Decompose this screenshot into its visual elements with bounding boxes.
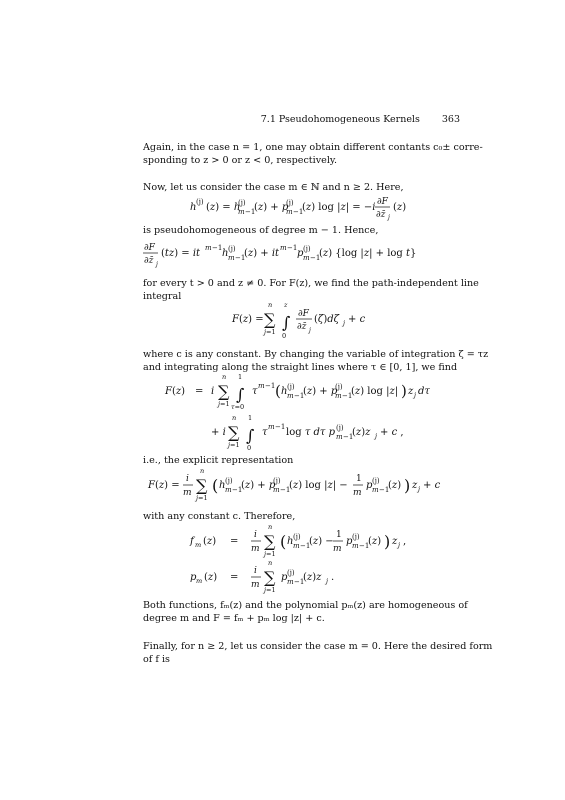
page-number: 363 bbox=[441, 114, 460, 125]
equation-5 bbox=[148, 466, 441, 506]
svg-text:(z)z: (z)z bbox=[303, 572, 322, 583]
svg-text:−1: −1 bbox=[275, 423, 286, 431]
svg-text:(z) {log |z| + log t}: (z) {log |z| + log t} bbox=[319, 248, 417, 259]
svg-text:p: p bbox=[366, 480, 373, 491]
paragraph-9-line-2: of f is bbox=[143, 654, 170, 666]
svg-text:(z)z: (z)z bbox=[352, 427, 371, 438]
svg-text:=: = bbox=[230, 572, 239, 583]
svg-text:m: m bbox=[287, 578, 294, 586]
svg-text:−1: −1 bbox=[379, 486, 390, 494]
svg-text:m: m bbox=[353, 488, 362, 498]
svg-text:m: m bbox=[333, 544, 342, 554]
svg-text:−1: −1 bbox=[293, 208, 304, 216]
svg-text:m: m bbox=[225, 486, 232, 494]
svg-text:i: i bbox=[211, 386, 215, 397]
svg-text:−1: −1 bbox=[294, 578, 305, 586]
svg-text:0: 0 bbox=[282, 332, 287, 340]
svg-text:m: m bbox=[287, 392, 294, 400]
paragraph-5 bbox=[143, 348, 489, 375]
svg-text:j: j bbox=[156, 261, 158, 268]
svg-text:m: m bbox=[372, 486, 379, 494]
svg-text:(z) + it: (z) + it bbox=[244, 248, 280, 259]
section-title: 7.1 Pseudohomogeneous Kernels bbox=[260, 114, 420, 125]
svg-text:(j): (j) bbox=[293, 533, 301, 541]
svg-text:(z) = h: (z) = h bbox=[206, 202, 241, 213]
svg-text:z: z bbox=[408, 386, 414, 397]
svg-text:m: m bbox=[293, 542, 300, 550]
paragraph-6: i.e., the explicit representation bbox=[143, 455, 294, 466]
svg-text:m: m bbox=[268, 423, 275, 431]
svg-text:j=1: j=1 bbox=[196, 494, 208, 502]
svg-text:(: ( bbox=[275, 382, 281, 400]
paragraph-5-line-2: and integrating along the straight lines where τ ∈ [0, 1], we find bbox=[143, 362, 458, 374]
paragraph-4-line-1: for every t > 0 and z ≠ 0. For F(z), we find the path-independent line bbox=[143, 278, 479, 289]
svg-text:n: n bbox=[268, 523, 273, 531]
svg-text:1: 1 bbox=[356, 474, 362, 484]
svg-text:1: 1 bbox=[336, 530, 342, 540]
paragraph-5-line-1: where c is any constant. By changing the variable of integration ζ = τz bbox=[143, 349, 489, 360]
svg-text:j: j bbox=[418, 485, 421, 493]
svg-text:h: h bbox=[222, 248, 229, 259]
equation-7 bbox=[190, 560, 370, 598]
svg-text:n: n bbox=[268, 559, 273, 567]
svg-text:τ=0: τ=0 bbox=[231, 403, 245, 411]
svg-text:m: m bbox=[251, 580, 260, 590]
svg-text:τ: τ bbox=[262, 427, 268, 438]
svg-text:j: j bbox=[375, 432, 378, 440]
svg-text:(: ( bbox=[280, 532, 287, 551]
svg-text:h: h bbox=[287, 536, 294, 547]
svg-text:τ: τ bbox=[252, 386, 258, 397]
equation-4 bbox=[165, 372, 445, 450]
svg-text:(z) log |z| = −i: (z) log |z| = −i bbox=[302, 202, 376, 213]
svg-text:−1: −1 bbox=[235, 254, 246, 262]
paragraph-7: with any constant c. Therefore, bbox=[143, 511, 296, 522]
svg-text:(z) log |z|: (z) log |z| bbox=[351, 386, 399, 397]
svg-text:∑: ∑ bbox=[196, 476, 208, 495]
svg-text:z: z bbox=[392, 536, 398, 547]
paragraph-8-line-2: degree m and F = fₘ + pₘ log |z| + c. bbox=[143, 613, 325, 625]
svg-text:j: j bbox=[398, 541, 401, 549]
svg-text:−1: −1 bbox=[245, 208, 256, 216]
svg-text:−1: −1 bbox=[310, 254, 321, 262]
svg-text:.: . bbox=[331, 572, 335, 583]
svg-text:−1: −1 bbox=[212, 244, 223, 252]
svg-text:(j): (j) bbox=[225, 477, 233, 485]
svg-text:−1: −1 bbox=[300, 542, 311, 550]
svg-text:m: m bbox=[273, 486, 280, 494]
svg-text:n: n bbox=[232, 414, 237, 422]
svg-text:m: m bbox=[280, 244, 287, 252]
svg-text:(j): (j) bbox=[352, 533, 360, 541]
paragraph-8 bbox=[143, 599, 468, 626]
svg-text:(z): (z) bbox=[388, 480, 402, 491]
svg-text:∂F: ∂F bbox=[144, 243, 155, 253]
svg-text:−1: −1 bbox=[343, 433, 354, 441]
svg-text:F(z) =: F(z) = bbox=[148, 480, 180, 491]
svg-text:−1: −1 bbox=[265, 382, 276, 390]
svg-text:∂z̄: ∂z̄ bbox=[297, 322, 307, 332]
svg-text:(j): (j) bbox=[273, 477, 281, 485]
svg-text:(j): (j) bbox=[287, 569, 295, 577]
svg-text:m: m bbox=[352, 542, 359, 550]
svg-text:(: ( bbox=[212, 476, 219, 495]
svg-text:(j): (j) bbox=[196, 198, 204, 206]
svg-text:(tz) = it: (tz) = it bbox=[161, 248, 201, 259]
svg-text:i: i bbox=[254, 530, 257, 540]
paragraph-1-line-1: Again, in the case n = 1, one may obtain different contants c₀± corre- bbox=[143, 142, 483, 153]
svg-text:1: 1 bbox=[238, 373, 243, 381]
svg-text:F(z): F(z) bbox=[165, 386, 186, 397]
paragraph-1 bbox=[143, 141, 483, 168]
svg-text:n: n bbox=[200, 467, 205, 475]
svg-text:m: m bbox=[303, 254, 310, 262]
svg-text:h: h bbox=[281, 386, 288, 397]
paragraph-8-line-1: Both functions, fₘ(z) and the polynomial pₘ(z) are homogeneous of bbox=[143, 600, 468, 611]
svg-text:j: j bbox=[309, 327, 311, 334]
svg-text:=: = bbox=[230, 536, 239, 547]
paragraph-1-line-2: sponding to z > 0 or z < 0, respectively. bbox=[143, 155, 338, 167]
svg-text:∂F: ∂F bbox=[377, 197, 388, 207]
svg-text:m: m bbox=[238, 208, 245, 216]
svg-text:m: m bbox=[205, 244, 212, 252]
svg-text:j=1: j=1 bbox=[218, 400, 230, 408]
svg-text:∑: ∑ bbox=[264, 310, 276, 329]
svg-text:F(z) =: F(z) = bbox=[232, 314, 264, 325]
svg-text:m: m bbox=[335, 392, 342, 400]
svg-text:m: m bbox=[286, 208, 293, 216]
svg-text:∫: ∫ bbox=[236, 385, 245, 404]
svg-text:(z) log |z| −: (z) log |z| − bbox=[289, 480, 348, 491]
svg-text:n: n bbox=[222, 373, 227, 381]
svg-text:(j): (j) bbox=[228, 245, 236, 253]
svg-text:=: = bbox=[195, 386, 204, 397]
svg-text:(j): (j) bbox=[238, 199, 246, 207]
svg-text:m: m bbox=[251, 544, 260, 554]
svg-text:(j): (j) bbox=[372, 477, 380, 485]
svg-text:m: m bbox=[196, 577, 203, 585]
svg-text:m: m bbox=[183, 488, 192, 498]
svg-text:(j): (j) bbox=[335, 383, 343, 391]
svg-text:−1: −1 bbox=[232, 486, 243, 494]
paragraph-2: Now, let us consider the case m ∈ ℕ and n ≥ 2. Here, bbox=[143, 182, 404, 193]
svg-text:): ) bbox=[384, 532, 391, 551]
svg-text:m: m bbox=[258, 382, 265, 390]
paragraph-3: is pseudohomogeneous of degree m − 1. Hence, bbox=[143, 225, 379, 236]
svg-text:(z): (z) bbox=[203, 536, 217, 547]
svg-text:i: i bbox=[254, 566, 257, 576]
paragraph-9 bbox=[143, 640, 493, 667]
svg-text:): ) bbox=[401, 382, 407, 400]
svg-text:dτ: dτ bbox=[418, 386, 430, 397]
svg-text:−1: −1 bbox=[280, 486, 291, 494]
svg-text:(z) −: (z) − bbox=[309, 536, 334, 547]
svg-text:j=1: j=1 bbox=[264, 328, 276, 336]
svg-text:(z) + p: (z) + p bbox=[254, 202, 289, 213]
svg-text:j=1: j=1 bbox=[228, 441, 240, 449]
svg-text:(ζ)dζ: (ζ)dζ bbox=[314, 314, 340, 325]
svg-text:(z) + p: (z) + p bbox=[241, 480, 276, 491]
svg-text:∫: ∫ bbox=[246, 426, 255, 445]
svg-text:+ c: + c bbox=[348, 314, 366, 325]
svg-text:+ i: + i bbox=[211, 427, 226, 438]
running-header bbox=[0, 114, 460, 125]
svg-text:(z): (z) bbox=[204, 572, 218, 583]
svg-text:j: j bbox=[326, 577, 329, 585]
svg-text:): ) bbox=[404, 476, 411, 495]
svg-text:p: p bbox=[346, 536, 353, 547]
svg-text:m: m bbox=[228, 254, 235, 262]
svg-text:(j): (j) bbox=[303, 245, 311, 253]
svg-text:f: f bbox=[190, 536, 194, 547]
svg-text:m: m bbox=[336, 433, 343, 441]
svg-text:p: p bbox=[297, 248, 304, 259]
svg-text:(z): (z) bbox=[368, 536, 382, 547]
svg-text:∂F: ∂F bbox=[298, 309, 309, 319]
svg-text:p: p bbox=[190, 572, 197, 583]
equation-6 bbox=[190, 522, 420, 562]
svg-text:−1: −1 bbox=[287, 244, 298, 252]
svg-text:,: , bbox=[403, 536, 407, 547]
svg-text:−1: −1 bbox=[294, 392, 305, 400]
svg-text:z: z bbox=[284, 301, 288, 309]
paragraph-4-line-2: integral bbox=[143, 291, 182, 303]
svg-text:n: n bbox=[268, 301, 273, 309]
svg-text:h: h bbox=[190, 202, 197, 213]
svg-text:∑: ∑ bbox=[264, 532, 276, 551]
svg-text:∂z̄: ∂z̄ bbox=[376, 210, 386, 220]
svg-text:j: j bbox=[388, 214, 390, 221]
svg-text:(j): (j) bbox=[286, 199, 294, 207]
svg-text:log τ dτ p: log τ dτ p bbox=[286, 427, 336, 438]
equation-3 bbox=[232, 300, 372, 340]
svg-text:(j): (j) bbox=[287, 383, 295, 391]
svg-text:h: h bbox=[219, 480, 226, 491]
svg-text:∂z̄: ∂z̄ bbox=[144, 256, 154, 266]
equation-1 bbox=[190, 193, 410, 219]
paragraph-9-line-1: Finally, for n ≥ 2, let us consider the case m = 0. Here the desired form bbox=[143, 641, 493, 652]
svg-text:1: 1 bbox=[248, 414, 253, 422]
svg-text:j=1: j=1 bbox=[264, 586, 276, 594]
svg-text:(z): (z) bbox=[393, 202, 407, 213]
svg-text:∑: ∑ bbox=[218, 382, 230, 401]
svg-text:i: i bbox=[186, 474, 189, 484]
svg-text:0: 0 bbox=[247, 444, 252, 452]
svg-text:+ c ,: + c , bbox=[380, 427, 404, 438]
svg-text:m: m bbox=[195, 541, 202, 549]
svg-text:(j): (j) bbox=[336, 424, 344, 432]
svg-text:∑: ∑ bbox=[228, 423, 240, 442]
svg-text:p: p bbox=[281, 572, 288, 583]
svg-text:j: j bbox=[414, 391, 417, 399]
svg-text:−1: −1 bbox=[342, 392, 353, 400]
svg-text:+ c: + c bbox=[423, 480, 441, 491]
svg-text:j=1: j=1 bbox=[264, 550, 276, 558]
svg-text:−1: −1 bbox=[359, 542, 370, 550]
svg-text:(z) + p: (z) + p bbox=[303, 386, 338, 397]
equation-2 bbox=[143, 239, 443, 267]
svg-text:z: z bbox=[412, 480, 418, 491]
svg-text:∑: ∑ bbox=[264, 568, 276, 587]
svg-text:∫: ∫ bbox=[282, 313, 291, 332]
svg-text:j: j bbox=[343, 319, 346, 327]
